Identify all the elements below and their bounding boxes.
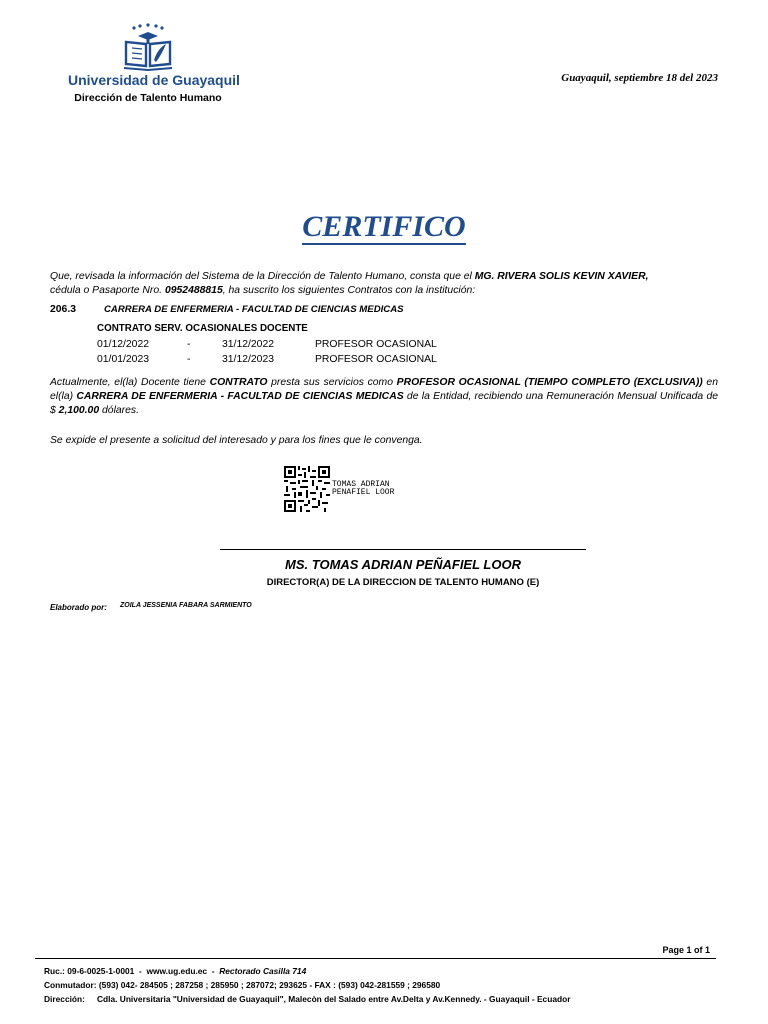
body-text-2: presta sus servicios como <box>267 377 397 388</box>
contract-sep: - <box>187 354 191 365</box>
footer-line-3 <box>44 992 570 1006</box>
intro-text-3: , ha suscrito los siguientes Contratos con la institución: <box>222 285 476 296</box>
contract-end: 31/12/2022 <box>222 339 275 350</box>
footer-line-1 <box>44 964 306 978</box>
contract-role: PROFESOR OCASIONAL <box>315 339 437 350</box>
document-date: Guayaquil, septiembre 18 del 2023 <box>561 72 718 84</box>
university-logo <box>68 22 240 104</box>
intro-line-2 <box>50 284 718 298</box>
footer-rectorado: Rectorado Casilla 714 <box>219 966 307 976</box>
body-paragraph <box>50 376 718 418</box>
id-number: 0952488815 <box>164 285 223 296</box>
footer-website[interactable]: www.ug.edu.ec <box>146 966 208 976</box>
e-signature-text <box>332 481 394 497</box>
body-unit: CARRERA DE ENFERMERIA - FACULTAD DE CIENCIAS MEDICAS <box>76 391 404 402</box>
position-title: PROFESOR OCASIONAL (TIEMPO COMPLETO (EXCLUSIVA)) <box>396 377 703 388</box>
page-title <box>0 210 768 244</box>
footer-separator: - <box>134 966 147 976</box>
university-name: Universidad de Guayaquil <box>68 72 240 88</box>
body-text-1: Actualmente, el(la) Docente tiene <box>50 377 210 388</box>
unit-code: 206.3 <box>50 304 77 315</box>
prepared-by-label: Elaborado por: <box>50 603 107 612</box>
contract-role: PROFESOR OCASIONAL <box>315 354 437 365</box>
contract-sep: - <box>187 339 191 350</box>
salary-amount: 2,100.00 <box>58 405 100 416</box>
e-signature-line-2: PENAFIEL LOOR <box>332 488 395 497</box>
contract-start: 01/01/2023 <box>97 354 150 365</box>
signer-role: DIRECTOR(A) DE LA DIRECCION DE TALENTO HUMANO (E) <box>266 577 540 588</box>
signer-name: MS. TOMAS ADRIAN PEÑAFIEL LOOR <box>285 557 521 572</box>
intro-text-1: Que, revisada la información del Sistema de la Dirección de Talento Humano, consta que el <box>50 271 475 282</box>
footer-divider <box>35 958 716 959</box>
intro-paragraph <box>50 270 718 298</box>
unit-name: CARRERA DE ENFERMERIA - FACULTAD DE CIENCIAS MEDICAS <box>104 304 404 315</box>
department-name: Dirección de Talento Humano <box>74 92 222 104</box>
university-emblem-icon <box>118 22 178 72</box>
contracts-heading: CONTRATO SERV. OCASIONALES DOCENTE <box>97 323 308 334</box>
body-text-3: en el(la) <box>50 377 718 402</box>
footer-separator: - <box>207 966 220 976</box>
body-text-4: de la Entidad, recibiendo una Remuneración Mensual Unificada de $ <box>50 391 719 416</box>
prepared-by-name: ZOILA JESSENIA FABARA SARMIENTO <box>120 602 252 609</box>
body-text-5: dólares. <box>99 405 139 416</box>
page-number: Page 1 of 1 <box>662 945 710 955</box>
footer-ruc: Ruc.: 09-6-0025-1-0001 <box>44 966 135 976</box>
intro-line-1 <box>50 270 718 284</box>
closing-statement: Se expide el presente a solicitud del interesado y para los fines que le convenga. <box>50 435 423 446</box>
footer-address: Cdla. Universitaria "Universidad de Guayaquil", Malecòn del Salado entre Av.Delta y Av.Kennedy. - Guayaquil - Ecuador <box>96 994 571 1004</box>
contract-type: CONTRATO <box>209 377 268 388</box>
contract-start: 01/12/2022 <box>97 339 150 350</box>
footer-phones: Conmutador: (593) 042- 284505 ; 287258 ; 285950 ; 287072; 293625 - FAX : (593) 042-281559 ; 296580 <box>44 980 441 990</box>
signature-line <box>220 549 586 550</box>
e-signature-line-1: TOMAS ADRIAN <box>332 480 390 489</box>
title-text: CERTIFICO <box>302 210 466 243</box>
footer-address-label: Dirección: <box>44 994 85 1004</box>
intro-text-2: cédula o Pasaporte Nro. <box>50 285 165 296</box>
contract-end: 31/12/2023 <box>222 354 275 365</box>
employee-name: MG. RIVERA SOLIS KEVIN XAVIER, <box>474 271 649 282</box>
qr-code-icon <box>284 466 330 512</box>
